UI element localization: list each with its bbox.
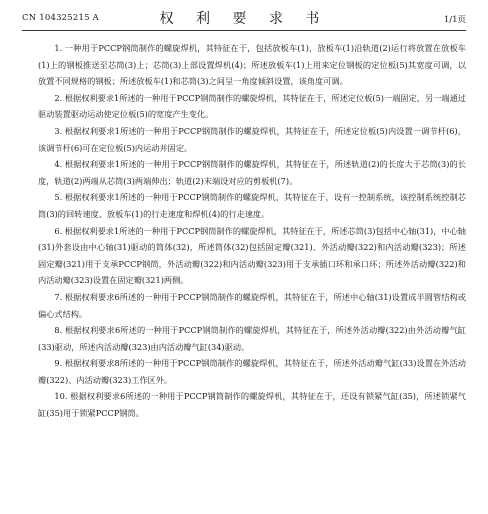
publication-number: CN 104325215 A [22,13,99,23]
claim-4: 4. 根据权利要求1所述的一种用于PCCP钢筒制作的螺旋焊机，其特征在于，所述轨道(2)的长度大于芯筒(3)的长度，轨道(2)两端从芯筒(3)两端伸出；轨道(2)末端设对应的剪板机(7)。 [38,159,466,186]
page-number: 1/1页 [443,15,466,25]
document-title: 权 利 要 求 书 [159,11,329,27]
claim-8: 8. 根据权利要求6所述的一种用于PCCP钢筒制作的螺旋焊机，其特征在于，所述外活动瓣(322)由外活动瓣气缸(33)驱动，所述内活动瓣(323)由内活动瓣气缸(34)驱动。 [38,325,466,352]
claim-7: 7. 根据权利要求6所述的一种用于PCCP钢筒制作的螺旋焊机，其特征在于，所述中心轴(31)设置成半圆管结构或偏心式结构。 [38,291,466,319]
claim-1: 1. 一种用于PCCP钢筒制作的螺旋焊机，其特征在于，包括放板车(1)，放板车(1)沿轨道(2)运行将放置在放板车(1)上的钢板推送至芯筒(3)上；芯筒(3)上部设置焊机(4)；所述放板车(1)上用来定位钢板的定位板(5)其宽度可调，以放置不同规格的钢板；所述放板车(1)和芯筒(3)之间呈一角度倾斜设置，该角度可调。 [38,43,466,87]
claim-2: 2. 根据权利要求1所述的一种用于PCCP钢筒制作的螺旋焊机，其特征在于，所述定位板(5)一端固定，另一端通过驱动装置驱动运动使定位板(5)的宽度产生变化。 [38,92,466,120]
claim-6: 6. 根据权利要求1所述的一种用于PCCP钢筒制作的螺旋焊机，其特征在于，所述芯筒(3)包括中心轴(31)，中心轴(31)外套设由中心轴(31)驱动的筒体(32)，所述筒体(32)包括固定瓣(321)、外活动瓣(322)和内活动瓣(323)；所述固定瓣(321)用于支承PCCP钢筒，外活动瓣(322)和内活动瓣(323)用于支承插口环和承口环；所述外活动瓣(322)和内活动瓣(323)设置在固定瓣(321)两侧。 [38,225,466,286]
page-header [22,8,466,30]
claim-9: 9. 根据权利要求8所述的一种用于PCCP钢筒制作的螺旋焊机，其特征在于，所述外活动瓣气缸(33)设置在外活动瓣(322)、内活动瓣(323)工作区外。 [38,358,466,385]
claim-10: 10. 根据权利要求6所述的一种用于PCCP钢筒制作的螺旋焊机，其特征在于，还设有锁紧气缸(35)，所述锁紧气缸(35)用于锁紧PCCP钢筒。 [38,391,466,419]
claim-5: 5. 根据权利要求1所述的一种用于PCCP钢筒制作的螺旋焊机，其特征在于，设有一控制系统，该控制系统控制芯筒(3)的回转速度、放板车(1)的行走速度和焊机(4)的行走速度。 [38,192,466,219]
claims-body [38,40,466,422]
header-divider [22,30,466,31]
claim-3: 3. 根据权利要求1所述的一种用于PCCP钢筒制作的螺旋焊机，其特征在于，所述定位板(5)内设置一调节杆(6)，该调节杆(6)可在定位板(5)内运动并固定。 [38,125,466,153]
